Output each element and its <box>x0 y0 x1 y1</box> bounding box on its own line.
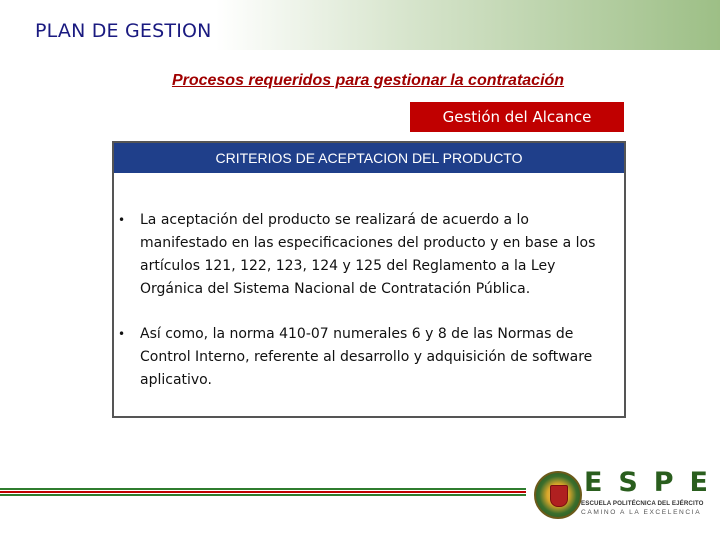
espe-letter: E <box>689 467 708 498</box>
espe-institution-name: ESCUELA POLITÉCNICA DEL EJÉRCITO <box>581 500 704 507</box>
criteria-card-header: CRITERIOS DE ACEPTACION DEL PRODUCTO <box>114 143 624 173</box>
criteria-list-item <box>114 209 624 301</box>
espe-logo <box>532 466 710 522</box>
footer-stripe-line <box>0 494 526 496</box>
espe-motto: CAMINO A LA EXCELENCIA <box>581 509 702 516</box>
criteria-list <box>114 209 624 414</box>
footer-stripe-line <box>0 491 526 493</box>
espe-wordmark <box>584 468 708 498</box>
page-title: PLAN DE GESTION <box>35 20 212 42</box>
criteria-card <box>112 141 626 418</box>
espe-letter: P <box>653 467 674 498</box>
criteria-text: La aceptación del producto se realizará de acuerdo a lo manifestado en las especificaciones del producto y en base a los artículos 121, 122, 123, 124 y 125 del Reglamento a la Ley Orgánica del Sistema Nacional de Contratación Pública. <box>140 212 596 297</box>
espe-letter: E <box>584 467 603 498</box>
espe-seal-icon <box>534 471 582 519</box>
section-subtitle: Procesos requeridos para gestionar la contratación <box>171 72 565 89</box>
espe-letter: S <box>618 467 638 498</box>
criteria-text: Así como, la norma 410-07 numerales 6 y 8 de las Normas de Control Interno, referente al desarrollo y adquisición de software aplicativo. <box>140 326 593 388</box>
criteria-list-item <box>114 323 624 392</box>
bullet-icon: • <box>118 213 126 227</box>
scope-badge: Gestión del Alcance <box>410 102 624 132</box>
footer-stripe-line <box>0 488 526 490</box>
seal-shield-icon <box>550 485 568 507</box>
bullet-icon: • <box>118 327 126 341</box>
